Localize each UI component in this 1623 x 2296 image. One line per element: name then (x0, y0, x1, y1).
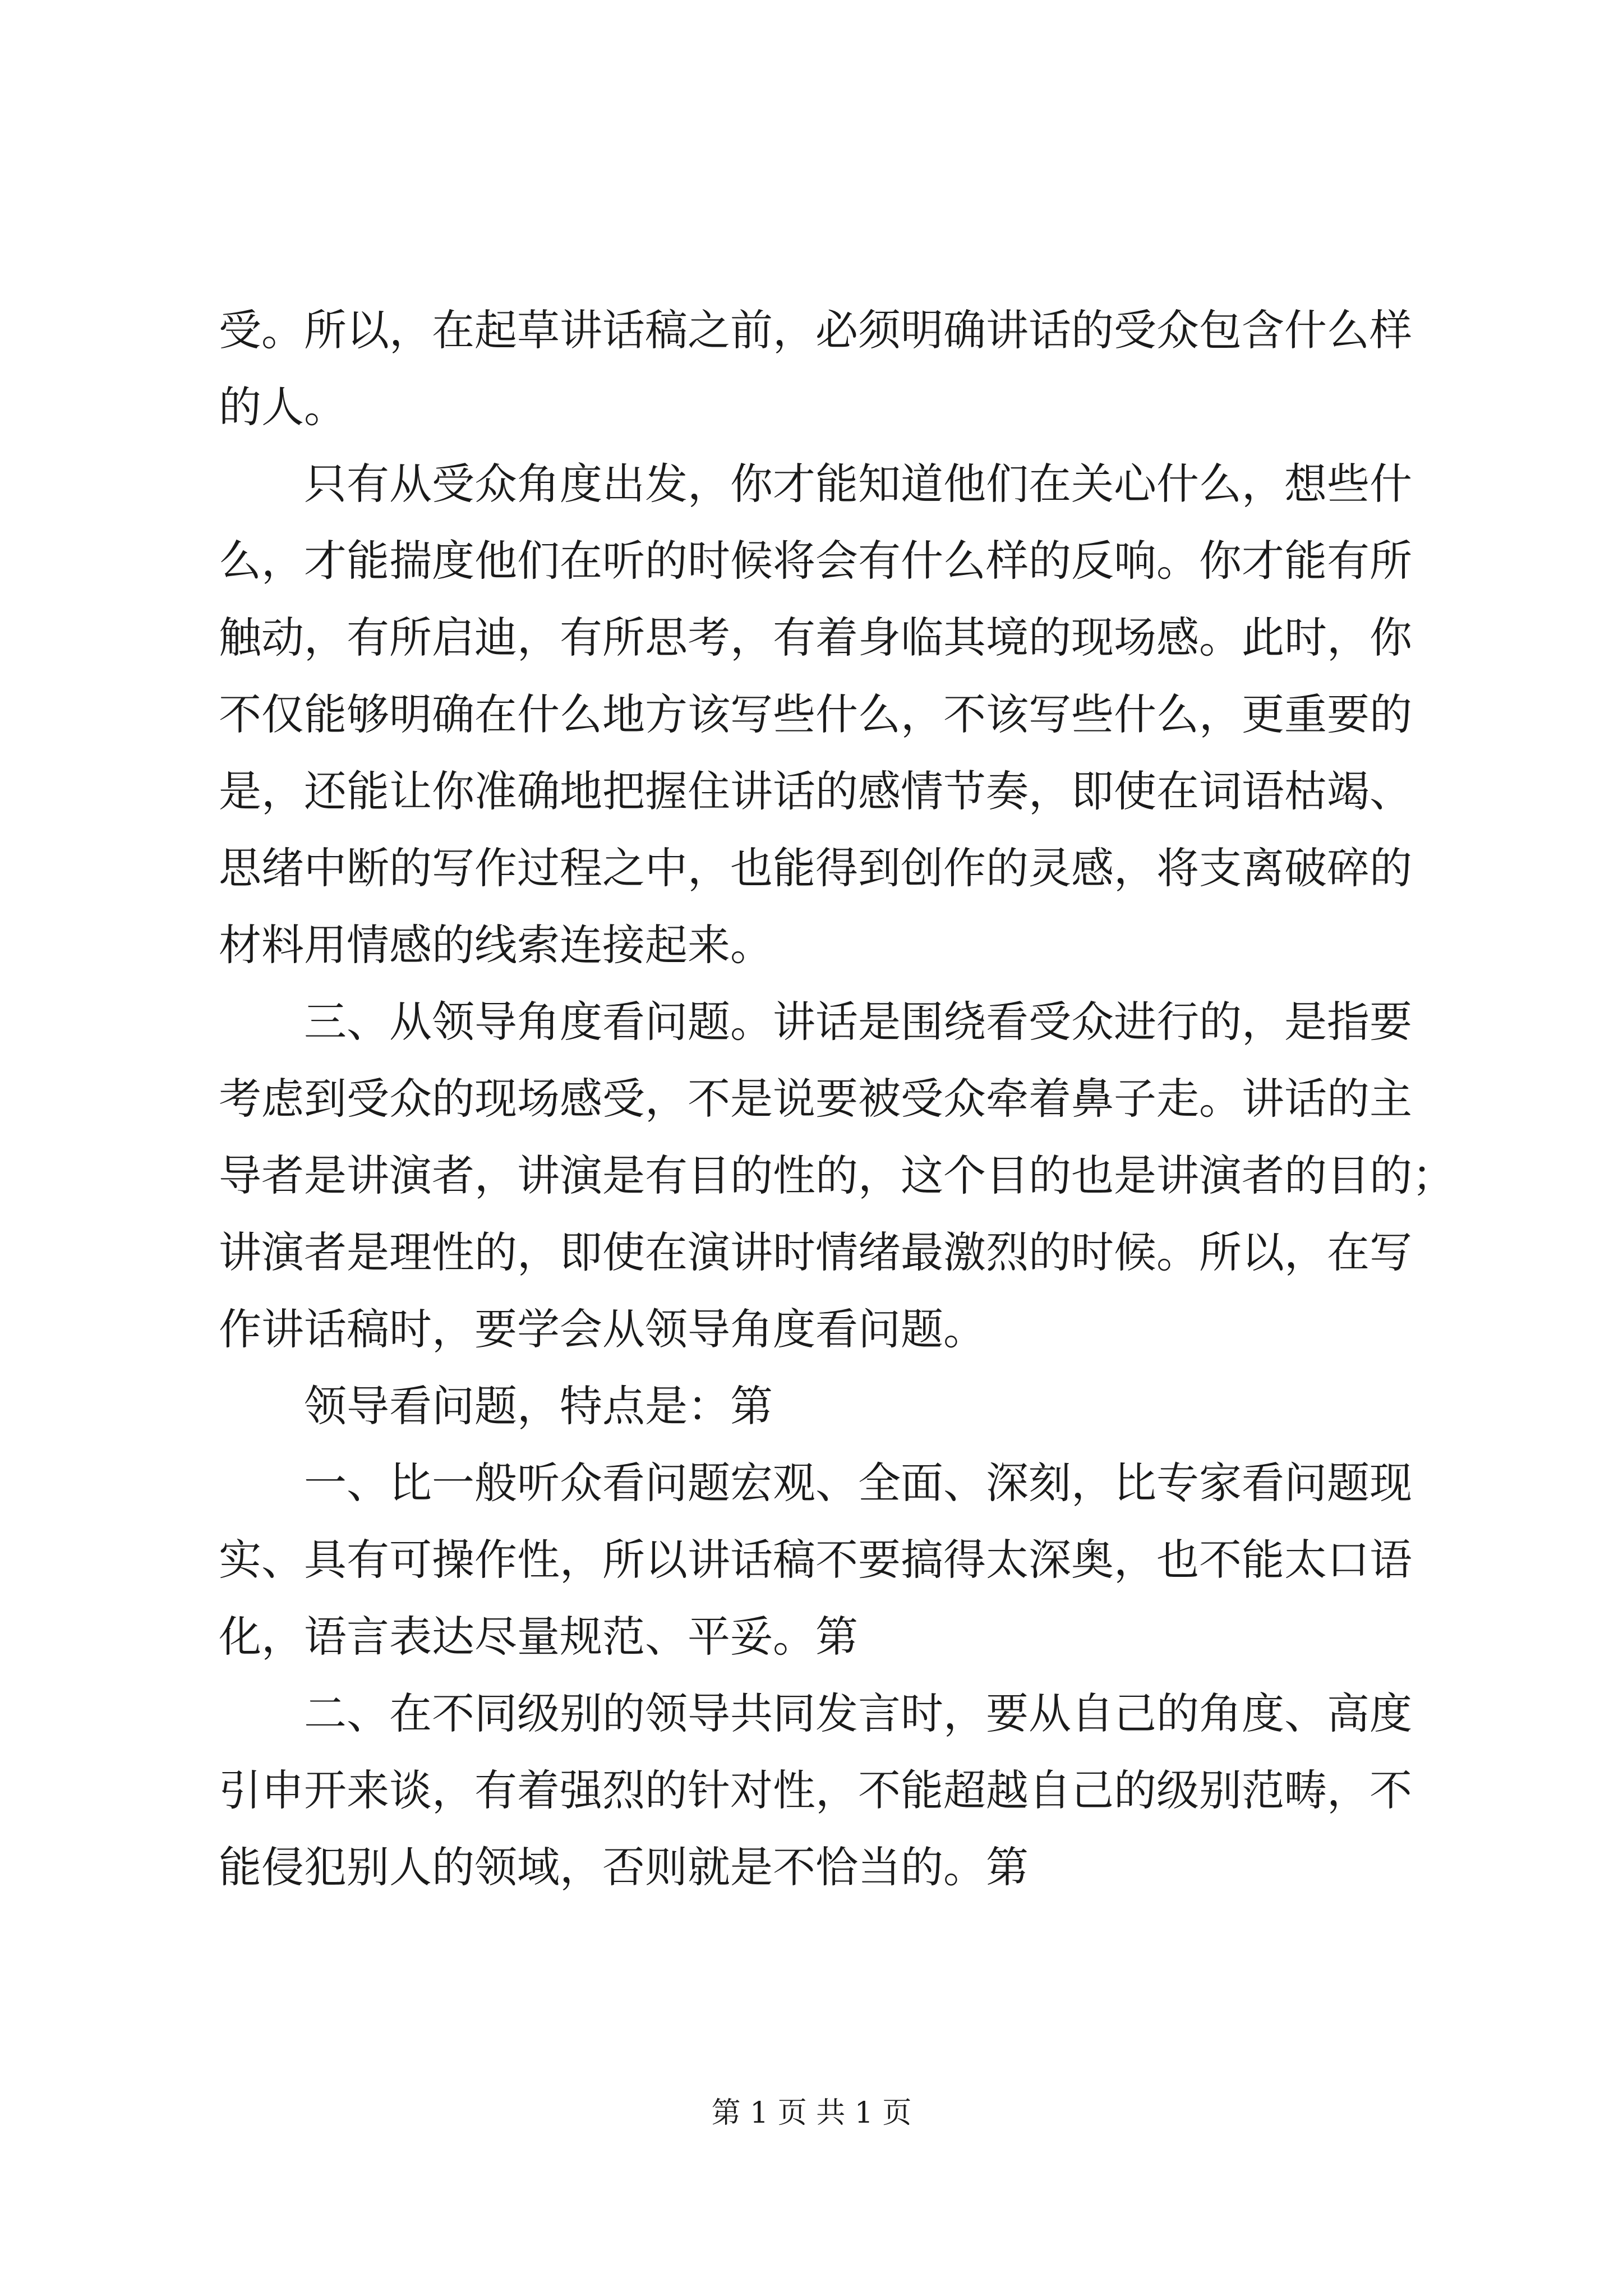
text-line: 考虑到受众的现场感受，不是说要被受众牵着鼻子走。讲话的主 (219, 1074, 1412, 1124)
text-line: 能侵犯别人的领域，否则就是不恰当的。第 (219, 1842, 1029, 1892)
text-line: 不仅能够明确在什么地方该写些什么，不该写些什么，更重要的 (219, 689, 1412, 739)
text-line: 材料用情感的线索连接起来。 (219, 920, 773, 970)
document-body (219, 292, 1455, 1906)
text-line: 是，还能让你准确地把握住讲话的感情节奏，即使在词语枯竭、 (219, 766, 1412, 816)
paragraph (219, 445, 1413, 983)
page-footer: 第 1 页 共 1 页 (711, 2096, 912, 2130)
text-line: 化，语言表达尽量规范、平妥。第 (219, 1612, 858, 1662)
text-line: 三、从领导角度看问题。讲话是围绕看受众进行的，是指要 (304, 997, 1412, 1047)
text-line: 引申开来谈，有着强烈的针对性，不能超越自己的级别范畴，不 (219, 1765, 1412, 1815)
text-line: 作讲话稿时，要学会从领导角度看问题。 (219, 1304, 986, 1354)
paragraph (219, 1368, 1413, 1444)
text-line: 受。所以，在起草讲话稿之前，必须明确讲话的受众包含什么样 (219, 305, 1412, 355)
text-line: 只有从受众角度出发，你才能知道他们在关心什么，想些什 (304, 459, 1412, 509)
text-line: 一、比一般听众看问题宏观、全面、深刻，比专家看问题现 (304, 1458, 1412, 1508)
text-line: 二、在不同级别的领导共同发言时，要从自己的角度、高度 (304, 1688, 1412, 1738)
text-line: 触动，有所启迪，有所思考，有着身临其境的现场感。此时，你 (219, 613, 1412, 662)
paragraph (219, 1444, 1413, 1675)
paragraph (219, 292, 1413, 445)
paragraph (219, 983, 1455, 1368)
text-line: 讲演者是理性的，即使在演讲时情绪最激烈的时候。所以，在写 (219, 1227, 1412, 1277)
text-line: 实、具有可操作性，所以讲话稿不要搞得太深奥，也不能太口语 (219, 1535, 1412, 1585)
text-line: 导者是讲演者，讲演是有目的性的，这个目的也是讲演者的目的； (219, 1151, 1455, 1200)
text-line: 么，才能揣度他们在听的时候将会有什么样的反响。你才能有所 (219, 536, 1412, 586)
text-line: 领导看问题，特点是：第 (304, 1381, 773, 1431)
paragraph (219, 1675, 1413, 1906)
text-line: 的人。 (219, 382, 347, 432)
text-line: 思绪中断的写作过程之中，也能得到创作的灵感，将支离破碎的 (219, 843, 1412, 893)
